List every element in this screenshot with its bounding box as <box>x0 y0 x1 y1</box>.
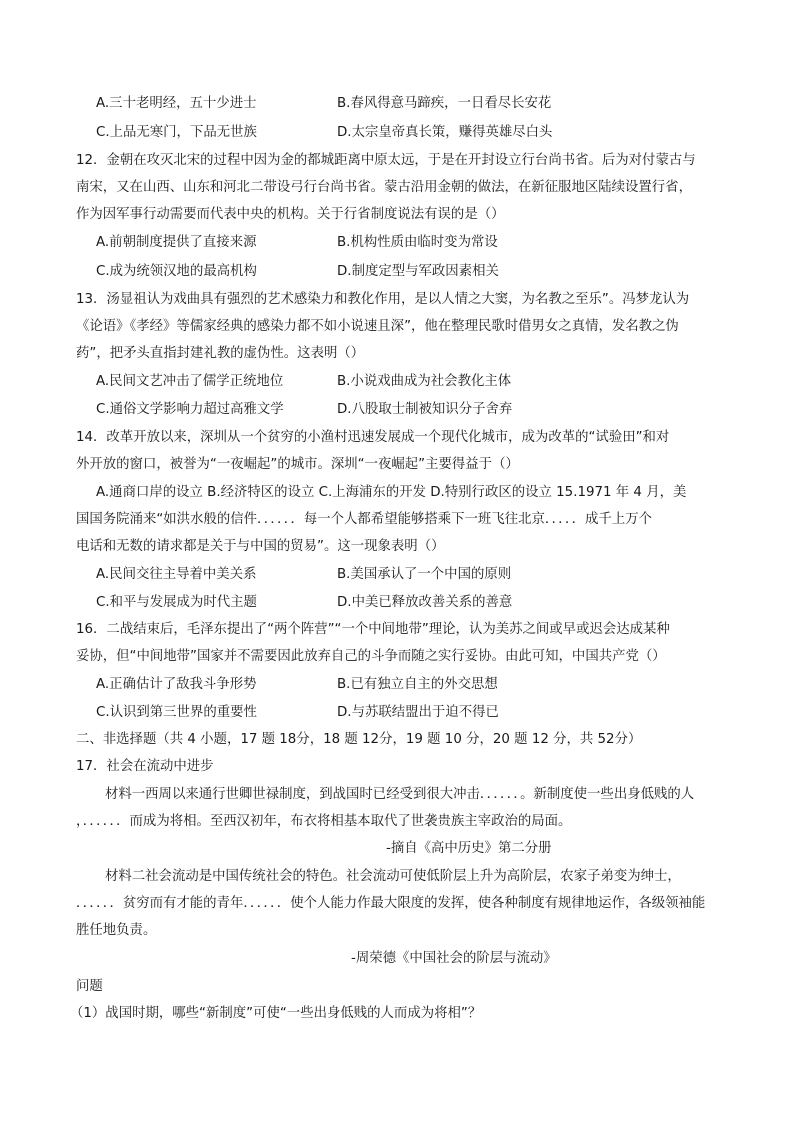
q12-stem-line1: 12．金朝在攻灭北宋的过程中因为金的都城距离中原太远，于是在开封设立行台尚书省。后为对付蒙古与 <box>76 153 696 168</box>
q17-question-label: 问题 <box>76 979 103 994</box>
q13-stem-line1: 13．汤显祖认为戏曲具有强烈的艺术感染力和教化作用，是以人情之大窦，为名教之至乐”。冯梦龙认为 <box>76 292 690 307</box>
q17-material1-line2: ，．．．．．．而成为将相。至西汉初年，布衣将相基本取代了世袭贵族主宰政治的局面。 <box>76 814 572 829</box>
q16-option-d: D.与苏联结盟出于迫不得已 <box>337 705 499 720</box>
q15-stem-line2: 电话和无数的请求都是关于与中国的贸易”。这一现象表明（） <box>76 539 445 554</box>
q16-option-c: C.认识到第三世界的重要性 <box>96 705 257 720</box>
q13-option-a: A.民间文艺冲击了儒学正统地位 <box>96 374 284 389</box>
q11-option-c: C.上品无寒门，下品无世族 <box>96 125 257 140</box>
q13-option-c: C.通俗文学影响力超过高雅文学 <box>96 402 284 417</box>
q14-options: A.通商口岸的设立 B.经济特区的设立 C.上海浦东的开发 D.特别行政区的设立 15.1971 年 4 月，美 <box>96 485 687 500</box>
q15-option-c: C.和平与发展成为时代主题 <box>96 595 257 610</box>
q12-option-c: C.成为统领汉地的最高机构 <box>96 264 257 279</box>
q17-question-1: （1）战国时期，哪些“新制度”可使“一些出身低贱的人而成为将相”？ <box>70 1006 482 1021</box>
q16-option-b: B.已有独立自主的外交思想 <box>337 677 498 692</box>
q12-option-b: B.机构性质由临时变为常设 <box>337 235 498 250</box>
q11-option-b: B.春风得意马蹄疾，一日看尽长安花 <box>337 96 552 111</box>
section2-heading: 二、非选择题（共 4 小题，17 题 18分，18 题 12分，19 题 10 分，20 题 12 分，共 52分） <box>76 732 642 747</box>
q15-option-b: B.美国承认了一个中国的原则 <box>337 567 512 582</box>
q11-option-a: A.三十老明经，五十少进士 <box>96 96 257 111</box>
q16-stem-line1: 16．二战结束后，毛泽东提出了“两个阵营”“一个中间地带”理论，认为美苏之间或早或迟会达成某种 <box>76 622 670 637</box>
q12-stem-line2: 南宋，又在山西、山东和河北二带设弓行台尚书省。蒙古沿用金朝的做法，在新征服地区陆续设置行省， <box>76 180 692 195</box>
q13-stem-line2: 《论语》《孝经》等儒家经典的感染力都不如小说速且深”，他在整理民歌时借男女之真情，发名教之伪 <box>76 319 679 334</box>
q13-stem-line3: 药”，把矛头直指封建礼教的虚伪性。这表明（） <box>76 346 365 361</box>
q17-material2-source: -周荣德《中国社会的阶层与流动》 <box>351 951 557 966</box>
q17-material2-line2: ．．．．．．贫穷而有才能的青年．．．．．．使个人能力作最大限度的发挥，使各种制度有规律地运作，各级领袖能 <box>76 896 706 911</box>
q17-material2-line1: 材料二社会流动是中国传统社会的特色。社会流动可使低阶层上升为高阶层，农家子弟变为绅士， <box>105 869 681 884</box>
q12-option-a: A.前朝制度提供了直接来源 <box>96 235 257 250</box>
q17-material2-line3: 胜任地负责。 <box>76 923 157 938</box>
q12-stem-line3: 作为因军事行动需要而代表中央的机构。关于行省制度说法有误的是（） <box>76 207 505 222</box>
q14-stem-line2: 外开放的窗口，被誉为“一夜崛起”的城市。深圳“一夜崛起”主要得益于（） <box>76 457 519 472</box>
q15-stem-line1: 国国务院涌来“如洪水般的信件．．．．．．每一个人都希望能够搭乘下一班飞往北京．．．．．成千上万个 <box>76 512 652 527</box>
q15-option-d: D.中美已释放改善关系的善意 <box>337 595 513 610</box>
q17-title: 17．社会在流动中进步 <box>76 759 214 774</box>
q17-material1-line1: 材料一西周以来通行世卿世禄制度，到战国时已经受到很大冲击．．．．．．。新制度使一些出身低贱的人 <box>105 787 695 802</box>
q13-option-d: D.八股取士制被知识分子舍弃 <box>337 402 513 417</box>
q12-option-d: D.制度定型与军政因素相关 <box>337 264 499 279</box>
q13-option-b: B.小说戏曲成为社会教化主体 <box>337 374 512 389</box>
q15-option-a: A.民间交往主导着中美关系 <box>96 567 257 582</box>
q16-option-a: A.正确估计了敌我斗争形势 <box>96 677 257 692</box>
q14-stem-line1: 14．改革开放以来，深圳从一个贫穷的小渔村迅速发展成一个现代化城市，成为改革的“试验田”和对 <box>76 430 670 445</box>
q17-material1-source: -摘自《高中历史》第二分册 <box>386 841 552 856</box>
q11-option-d: D.太宗皇帝真长策，赚得英雄尽白头 <box>337 125 553 140</box>
q16-stem-line2: 妥协，但“中间地带”国家并不需要因此放弃自己的斗争而随之实行妥协。由此可知，中国共产党（） <box>76 649 666 664</box>
